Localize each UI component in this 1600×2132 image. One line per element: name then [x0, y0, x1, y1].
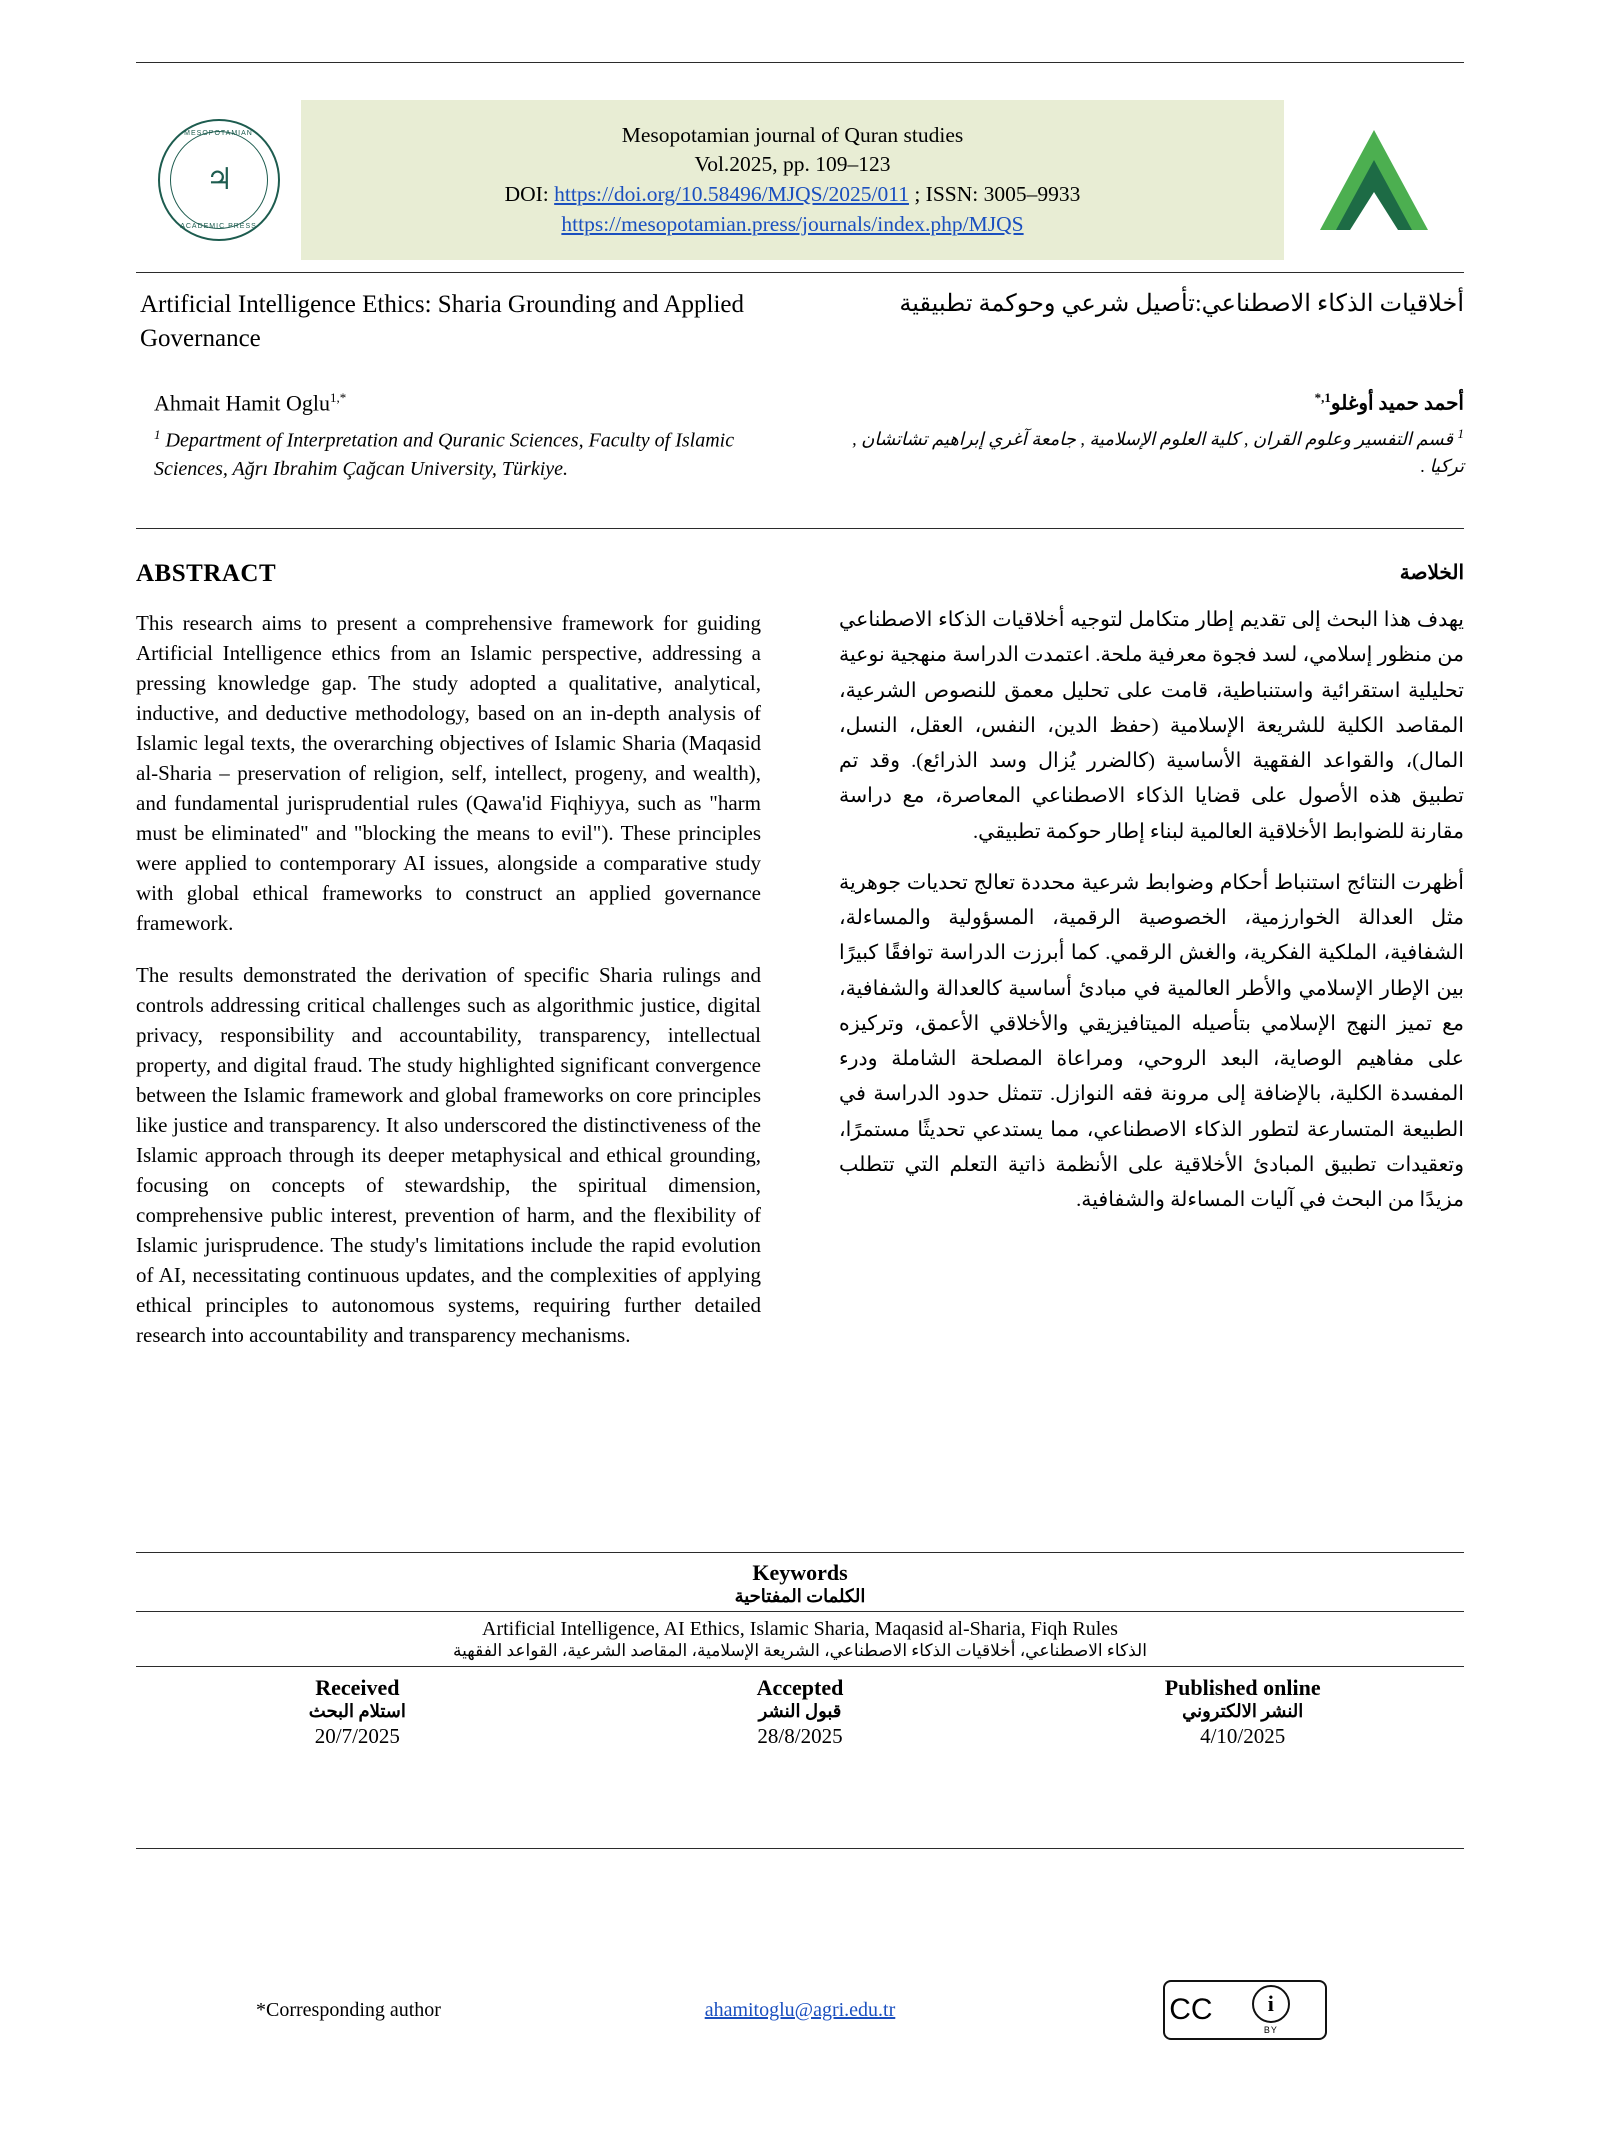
- logo-bottom-text: ACADEMIC PRESS: [180, 223, 257, 230]
- header-divider: [136, 272, 1464, 273]
- author-name-text: Ahmait Hamit Oglu: [154, 390, 330, 416]
- abstract-heading-arabic: الخلاصة: [1399, 562, 1464, 584]
- date-published-online: [1021, 1675, 1464, 1749]
- title-row: [136, 288, 1464, 356]
- abstract-paragraph: The results demonstrated the derivation of specific Sharia rulings and controls addressing critical challenges such as algorithmic justice, digital privacy, responsibility and accountability, transparency, intellectual property, and digital fraud. The study highlighted significant convergence between the Islamic framework and global frameworks on core principles like justice and transparency. It also underscored the distinctiveness of the Islamic approach through its deeper metaphysical and ethical grounding, focusing on concepts of stewardship, the spiritual dimension, comprehensive public interest, prevention of harm, and the flexibility of Islamic jurisprudence. The study's limitations include the rapid evolution of AI, necessitating continuous updates, and the complexities of applying ethical principles to autonomous systems, requiring further detailed research into accountability and transparency mechanisms.: [136, 963, 761, 1348]
- journal-doi-line: [505, 180, 1081, 210]
- journal-site-link[interactable]: https://mesopotamian.press/journals/index.php/MJQS: [561, 211, 1024, 236]
- date-accepted: [579, 1675, 1022, 1749]
- issn-text: ; ISSN: 3005–9933: [914, 182, 1081, 206]
- date-label-ar: النشر الالكتروني: [1182, 1701, 1304, 1721]
- journal-volume-pages: Vol.2025, pp. 109–123: [694, 152, 891, 177]
- mesopotamian-academic-press-logo-icon: [158, 119, 280, 241]
- author-name-arabic-text: أحمد حميد أوغلو: [1330, 392, 1464, 415]
- cc-by-mark: [1217, 1982, 1325, 2038]
- abstract-section: [136, 560, 761, 1372]
- creative-commons-by-icon[interactable]: [1163, 1980, 1327, 2040]
- email-link[interactable]: ahamitoglu@agri.edu.tr: [704, 1998, 896, 2021]
- keywords-values-en: Artificial Intelligence, AI Ethics, Islamic Sharia, Maqasid al-Sharia, Fiqh Rules: [482, 1618, 1118, 1640]
- abstract-paragraph-arabic: أظهرت النتائج استنباط أحكام وضوابط شرعية محددة تعالج تحديات جوهرية مثل العدالة الخوارزمية، الخصوصية الرقمية، المسؤولية والمساءلة، الشفافية، الملكية الفكرية، والغش الرقمي. كما أبرزت الدراسة توافقًا كبيرًا بين الإطار الإسلامي والأطر العالمية في مبادئ أساسية كالعدالة والشفافية، مع تميز النهج الإسلامي بتأصيله الميتافيزيقي والأخلاقي الأعمق، وتركيزه على مفاهيم الوصاية، البعد الروحي، ومراعاة المصلحة الشاملة ودرء المفسدة الكلية، بالإضافة إلى مرونة فقه النوازل. تتمثل حدود الدراسة في الطبيعة المتسارعة لتطور الذكاء الاصطناعي، مما يستدعي تحديثًا مستمرًا، وتعقيدات تطبيق المبادئ الأخلاقية على الأنظمة ذاتية التعلم التي تتطلب مزيدًا من البحث في آليات المساءلة والشفافية.: [839, 871, 1464, 1211]
- cc-attribution-icon: i: [1252, 1985, 1290, 2023]
- corresponding-email: [574, 1999, 1026, 2022]
- abstract-paragraph-arabic: يهدف هذا البحث إلى تقديم إطار متكامل لتوجيه أخلاقيات الذكاء الاصطناعي من منظور إسلامي، لسد فجوة معرفية ملحة. اعتمدت الدراسة منهجية نوعية تحليلية استقرائية واستنباطية، قامت على تحليل معمق للنصوص الشرعية، المقاصد الكلية للشريعة الإسلامية (حفظ الدين، النفس، العقل، النسل، المال)، والقواعد الفقهية الأساسية (كالضرر يُزال وسد الذرائع). وقد تم تطبيق هذه الأصول على قضايا الذكاء الاصطناعي المعاصرة، مع دراسة مقارنة للضوابط الأخلاقية العالمية لبناء إطار حوكمة تطبيقي.: [839, 609, 1464, 843]
- logo-glyph-icon: ♃: [206, 163, 231, 196]
- cc-mark: CC: [1169, 1993, 1213, 2026]
- page-title-arabic: أخلاقيات الذكاء الاصطناعي:تأصيل شرعي وحوكمة تطبيقية: [899, 291, 1464, 317]
- keywords-heading-ar: الكلمات المفتاحية: [734, 1586, 866, 1606]
- abstract-paragraph: This research aims to present a comprehensive framework for guiding Artificial Intelligence ethics from an Islamic perspective, addressing a pressing knowledge gap. The study adopted a qualitative, analytical, inductive, and deductive methodology, based on an in-depth analysis of Islamic legal texts, the overarching objectives of Islamic Sharia (Maqasid al-Sharia – preservation of religion, self, intellect, progeny, and wealth), and fundamental jurisprudential rules (Qawa'id Fiqhiyya, such as "harm must be eliminated" and "blocking the means to evil"). These principles were applied to contemporary AI issues, alongside a comparative study with global ethical frameworks to construct an applied governance framework.: [136, 611, 761, 936]
- affiliation-arabic-text: قسم التفسير وعلوم القران , كلية العلوم الإسلامية , جامعة آغري إبراهيم تشاتشان , تركيا .: [852, 428, 1464, 476]
- date-value: 20/7/2025: [314, 1724, 400, 1748]
- date-label-ar: قبول النشر: [758, 1701, 842, 1721]
- author-name-english: [154, 390, 776, 416]
- keywords-table: [136, 1552, 1464, 1759]
- keywords-heading-en: Keywords: [752, 1560, 848, 1585]
- affiliation-text: Department of Interpretation and Quranic Sciences, Faculty of Islamic Sciences, Ağrı Ibrahim Çağcan University, Türkiye.: [154, 429, 735, 480]
- date-received: [136, 1675, 579, 1749]
- chevron-logo-icon: [1320, 130, 1428, 230]
- date-label-en: Accepted: [756, 1675, 844, 1700]
- author-affiliation-arabic: [844, 424, 1464, 480]
- affiliation-marker: 1: [154, 427, 161, 443]
- date-label-en: Received: [315, 1675, 400, 1700]
- publisher-logo: [136, 100, 301, 260]
- author-row: [136, 390, 1464, 483]
- author-block-arabic: [844, 390, 1464, 480]
- keywords-heading-row: [136, 1553, 1464, 1611]
- author-marker-arabic: 1,*: [1314, 390, 1331, 405]
- doi-label: DOI:: [504, 182, 549, 206]
- journal-header: [136, 100, 1464, 260]
- author-affiliation-english: [154, 426, 776, 483]
- keywords-values-row: [136, 1612, 1464, 1666]
- author-marker: 1,*: [329, 390, 347, 405]
- top-divider: [136, 62, 1464, 63]
- doi-link[interactable]: https://doi.org/10.58496/MJQS/2025/011: [554, 182, 909, 206]
- journal-banner: [301, 100, 1284, 260]
- affiliation-marker-arabic: 1: [1457, 425, 1464, 441]
- page-footer: [136, 1980, 1464, 2040]
- journal-site-line: [561, 210, 1023, 240]
- abstract-heading: ABSTRACT: [136, 560, 277, 587]
- cc-by-label: BY: [1263, 2025, 1278, 2035]
- abstract-section-arabic: [839, 560, 1464, 1234]
- date-label-en: Published online: [1164, 1675, 1321, 1700]
- date-value: 28/8/2025: [757, 1724, 843, 1748]
- dates-row: [136, 1667, 1464, 1759]
- corresponding-author-note: *Corresponding author: [256, 1998, 441, 2021]
- journal-mark: [1284, 100, 1464, 260]
- bottom-divider: [136, 1848, 1464, 1849]
- logo-inner-ring: [170, 131, 268, 229]
- journal-name: Mesopotamian journal of Quran studies: [621, 122, 964, 147]
- date-label-ar: استلام البحث: [308, 1701, 406, 1721]
- author-name-arabic: [844, 390, 1464, 416]
- author-block-english: [136, 390, 776, 483]
- page-title: Artificial Intelligence Ethics: Sharia Grounding and Applied Governance: [140, 291, 745, 352]
- author-divider: [136, 528, 1464, 529]
- date-value: 4/10/2025: [1200, 1724, 1286, 1748]
- keywords-values-ar: الذكاء الاصطناعي، أخلاقيات الذكاء الاصطناعي، الشريعة الإسلامية، المقاصد الشرعية، القواعد الفقهية: [453, 1641, 1147, 1660]
- logo-top-text: MESOPOTAMIAN: [184, 130, 253, 137]
- license-area: [1026, 1980, 1464, 2040]
